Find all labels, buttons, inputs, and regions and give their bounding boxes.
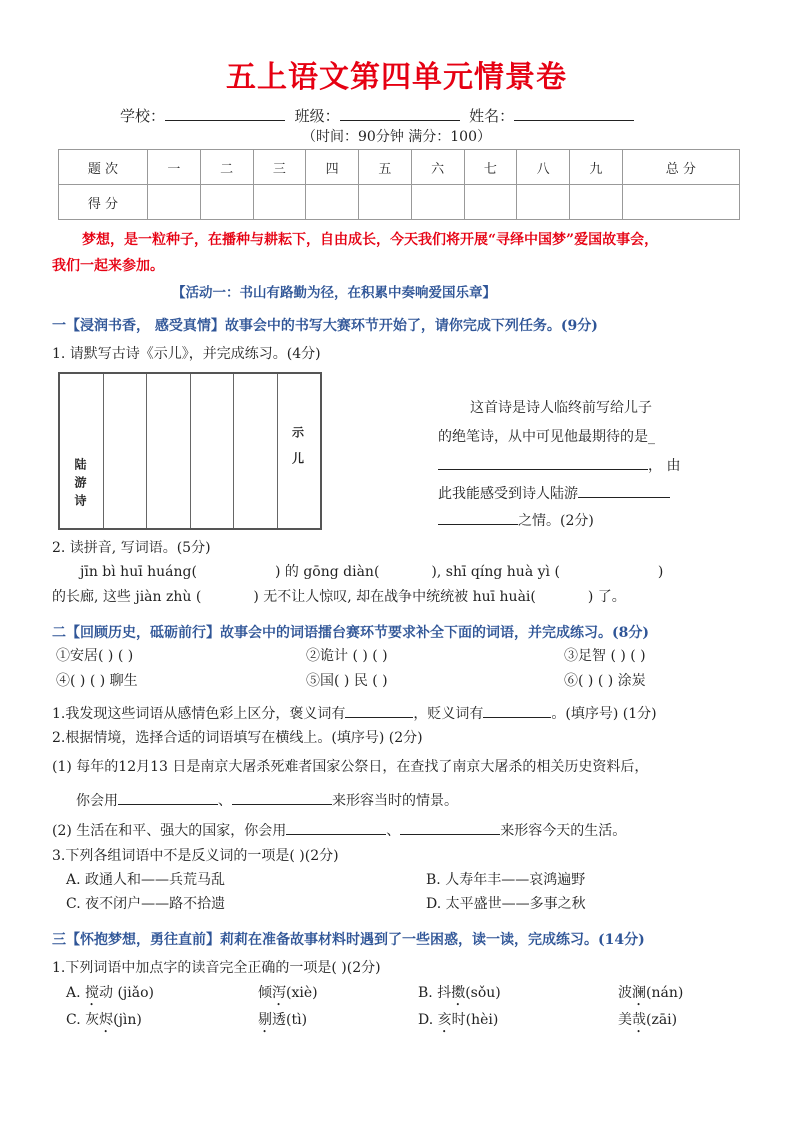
- answer-blank[interactable]: [345, 703, 413, 718]
- dotted-character: 亥: [437, 1012, 452, 1028]
- option-text: (jìn): [113, 1012, 142, 1028]
- grid-column: [234, 374, 278, 528]
- table-header: 题 次: [59, 150, 148, 185]
- score-cell[interactable]: [464, 185, 517, 220]
- section-2-heading: 二【回顾历史，砥砺前行】故事会中的词语擂台赛环节要求补全下面的词语，并完成练习。(8分): [52, 625, 649, 641]
- score-table: [58, 149, 740, 220]
- idiom-item: ①安居( ) ( ): [56, 648, 134, 664]
- poem-question-text: ， 由: [648, 458, 681, 474]
- grid-column: [278, 374, 321, 528]
- table-header: 二: [200, 150, 253, 185]
- question-3-1: 1.下列词语中加点字的读音完全正确的一项是( )(2分): [52, 960, 381, 976]
- question-text: 来形容今天的生活。: [500, 823, 627, 839]
- intro-line-2: 我们一起来参加。: [52, 258, 164, 274]
- idiom-item: ④( ) ( ) 聊生: [56, 673, 138, 689]
- choice-option[interactable]: B. 人寿年丰——哀鸿遍野: [426, 872, 586, 888]
- answer-blank[interactable]: [483, 703, 551, 718]
- poem-question-text: 此我能感受到诗人陆游: [438, 486, 578, 502]
- question-2-2-1: (1) 每年的12月13 日是南京大屠杀死难者国家公祭日，在查找了南京大屠杀的相关历史资料后，: [52, 759, 649, 775]
- option-text: 倾: [258, 985, 272, 1001]
- answer-blank[interactable]: [438, 455, 648, 470]
- dotted-character: 哉: [632, 1012, 646, 1028]
- idiom-item: ②诡计 ( ) ( ): [306, 648, 388, 664]
- table-header: 一: [148, 150, 201, 185]
- grid-column: [60, 374, 104, 528]
- section-3-heading: 三【怀抱梦想，勇往直前】莉莉在准备故事材料时遇到了一些困惑，读一读，完成练习。(14分): [52, 932, 645, 948]
- option-text: A.: [66, 985, 86, 1001]
- option-text: 美: [618, 1012, 632, 1028]
- option-text: (zāi): [646, 1012, 678, 1028]
- question-text: ，贬义词有: [413, 706, 484, 722]
- dotted-character: 泻: [272, 985, 286, 1001]
- poem-question-line: [438, 455, 680, 476]
- intro-line-1: 梦想，是一粒种子，在播种与耕耘下，自由成长，今天我们将开展“寻绎中国梦”爱国故事会，: [82, 232, 659, 248]
- table-header: 五: [359, 150, 412, 185]
- pinyin-text: ) 的 gōng diàn(: [274, 564, 380, 580]
- answer-blank[interactable]: [286, 820, 386, 835]
- option-item[interactable]: [66, 983, 154, 1009]
- option-text: C.: [66, 1012, 86, 1028]
- table-header: 六: [411, 150, 464, 185]
- pinyin-text: 的长廊, 这些 jiàn zhù (: [52, 589, 202, 605]
- answer-blank[interactable]: [118, 790, 218, 805]
- poem-author: 陆游诗: [73, 458, 87, 512]
- dotted-character: 擞: [451, 985, 466, 1001]
- name-label: 姓名：: [469, 107, 515, 125]
- pinyin-text: ) 无不让人惊叹, 却在战争中统统被 huī huài(: [253, 589, 536, 605]
- poem-question-line: [438, 510, 594, 531]
- question-text: 你会用: [76, 793, 118, 809]
- question-2-2-1-answer: [76, 790, 458, 811]
- pinyin-text: ): [657, 564, 664, 580]
- choice-option[interactable]: C. 夜不闭户——路不拾遗: [66, 896, 226, 912]
- option-item: [258, 1010, 307, 1036]
- dotted-character: 剔: [258, 1012, 272, 1028]
- name-field[interactable]: [514, 106, 634, 121]
- question-text: 1.我发现这些词语从感情色彩上区分，褒义词有: [52, 706, 346, 722]
- idiom-item: ⑥( ) ( ) 涂炭: [564, 673, 646, 689]
- score-cell[interactable]: [359, 185, 412, 220]
- activity-heading: 【活动一：书山有路勤为径，在积累中奏响爱国乐章】: [172, 285, 496, 301]
- question-1-2: 2. 读拼音, 写词语。(5分): [52, 540, 211, 556]
- option-item[interactable]: [66, 1010, 142, 1036]
- score-cell[interactable]: [253, 185, 306, 220]
- grid-column: [104, 374, 148, 528]
- answer-blank[interactable]: [400, 820, 500, 835]
- pinyin-text: ), shī qíng huà yì (: [431, 564, 560, 580]
- school-label: 学校：: [120, 107, 166, 125]
- score-cell[interactable]: [622, 185, 739, 220]
- table-header: 四: [306, 150, 359, 185]
- dotted-character: 澜: [632, 985, 646, 1001]
- question-2-2: 2.根据情境，选择合适的词语填写在横线上。(填序号) (2分): [52, 730, 423, 746]
- dotted-character: 搅: [85, 985, 100, 1001]
- grid-column: [191, 374, 235, 528]
- table-header: 七: [464, 150, 517, 185]
- score-table-header-row: [59, 150, 740, 185]
- option-text: (nán): [646, 985, 684, 1001]
- option-text: 动 (jiǎo): [99, 985, 154, 1001]
- pinyin-line-2: [52, 587, 626, 607]
- question-2-1: [52, 703, 657, 724]
- choice-option[interactable]: D. 太平盛世——多事之秋: [426, 896, 586, 912]
- option-text: 时(hèi): [451, 1012, 499, 1028]
- score-cell[interactable]: [306, 185, 359, 220]
- score-cell[interactable]: [148, 185, 201, 220]
- option-text: 透(tì): [272, 1012, 308, 1028]
- option-item: [618, 983, 683, 1009]
- poem-question-text: 这首诗是诗人临终前写给儿子: [470, 400, 652, 416]
- question-1-1: 1. 请默写古诗《示儿》，并完成练习。(4分): [52, 346, 321, 362]
- idiom-item: ③足智 ( ) ( ): [564, 648, 646, 664]
- answer-blank[interactable]: [232, 790, 332, 805]
- question-text: 、: [218, 793, 232, 809]
- dotted-character: 烬: [99, 1012, 114, 1028]
- question-text: 。(填序号) (1分): [551, 706, 657, 722]
- option-text: 波: [618, 985, 632, 1001]
- option-item[interactable]: [418, 983, 501, 1009]
- option-text: 抖: [437, 985, 452, 1001]
- poem-title: 示儿: [290, 426, 305, 478]
- score-row: [59, 185, 740, 220]
- student-info: [120, 106, 634, 126]
- grid-column: [147, 374, 191, 528]
- poem-writing-grid[interactable]: [58, 372, 322, 530]
- option-text: (xiè): [286, 985, 318, 1001]
- option-item[interactable]: [418, 1010, 498, 1036]
- pinyin-line-1: [80, 562, 663, 582]
- option-text: (sǒu): [465, 985, 501, 1001]
- poem-question-line: [438, 483, 670, 504]
- score-cell[interactable]: [411, 185, 464, 220]
- question-text: (2) 生活在和平、强大的国家，你会用: [52, 823, 287, 839]
- score-cell[interactable]: [517, 185, 570, 220]
- page-title: 五上语文第四单元情景卷: [226, 60, 567, 95]
- class-label: 班级：: [294, 107, 340, 125]
- option-text: B.: [418, 985, 438, 1001]
- option-item: [618, 1010, 677, 1036]
- choice-option[interactable]: A. 政通人和——兵荒马乱: [66, 872, 226, 888]
- question-2-2-2: [52, 820, 626, 841]
- answer-blank[interactable]: [578, 483, 670, 498]
- option-text: D.: [418, 1012, 438, 1028]
- option-item: [258, 983, 318, 1009]
- school-field[interactable]: [165, 106, 285, 121]
- option-text: 灰: [85, 1012, 100, 1028]
- section-1-heading: 一【浸润书香， 感受真情】故事会中的书写大赛环节开始了，请你完成下列任务。(9分): [52, 318, 598, 334]
- question-text: 、: [386, 823, 401, 839]
- table-header: 三: [253, 150, 306, 185]
- pinyin-text: ) 了。: [587, 589, 626, 605]
- score-cell[interactable]: [570, 185, 623, 220]
- poem-question-text: 之情。(2分): [518, 513, 594, 529]
- table-header: 八: [517, 150, 570, 185]
- question-text: 来形容当时的情景。: [332, 793, 458, 809]
- poem-question-text: 的绝笔诗，从中可见他最期待的是_: [438, 429, 655, 445]
- question-2-3: 3.下列各组词语中不是反义词的一项是( )(2分): [52, 848, 339, 864]
- time-info: （时间：90分钟 满分：100）: [302, 129, 491, 145]
- table-header: 九: [570, 150, 623, 185]
- pinyin-text: jīn bì huī huáng(: [80, 564, 197, 580]
- answer-blank[interactable]: [438, 510, 518, 525]
- idiom-item: ⑤国( ) 民 ( ): [306, 673, 388, 689]
- table-header: 总 分: [622, 150, 739, 185]
- score-row-label: 得 分: [59, 185, 148, 220]
- class-field[interactable]: [340, 106, 460, 121]
- score-cell[interactable]: [200, 185, 253, 220]
